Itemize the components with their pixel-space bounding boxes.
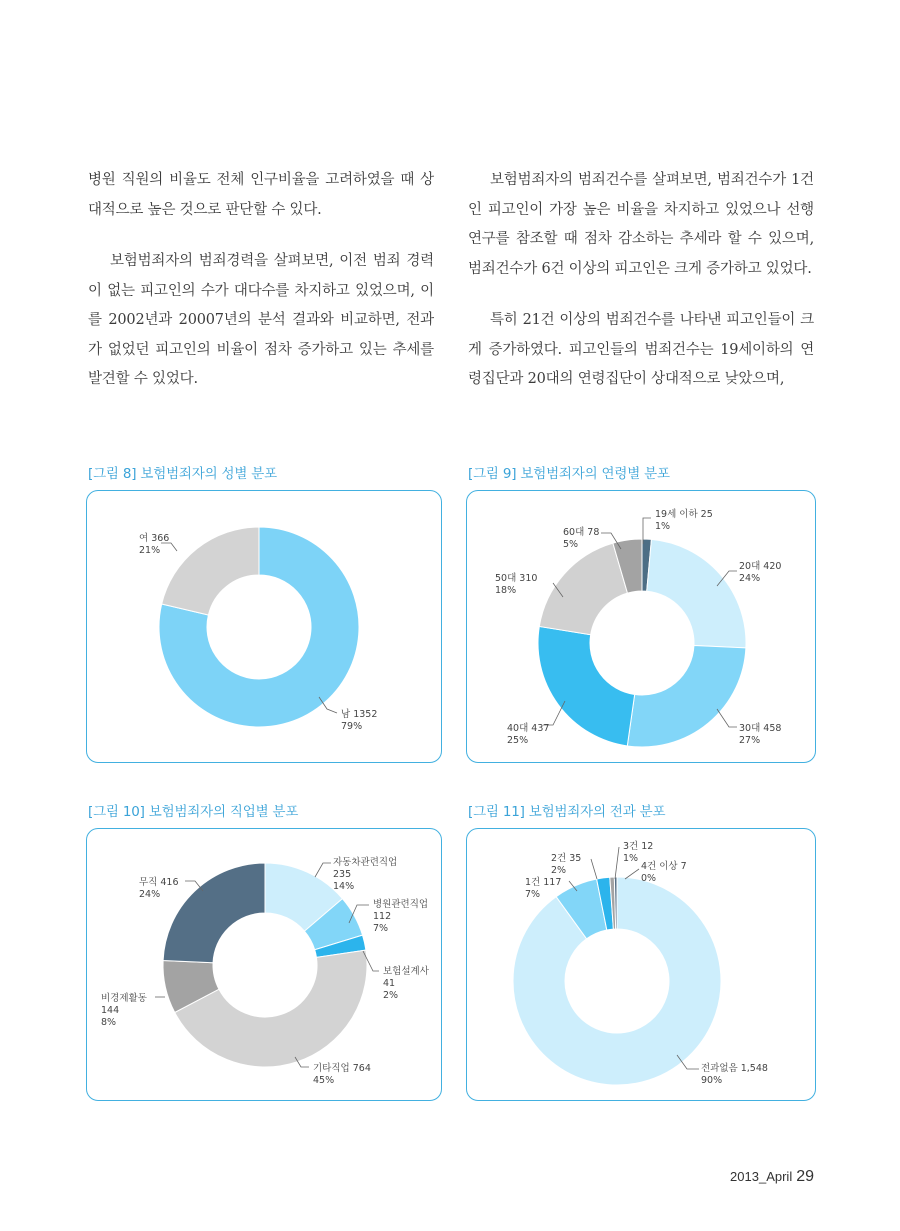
svg-text:24%: 24% [139,889,161,900]
svg-text:5%: 5% [563,539,579,550]
pct-male: 79% [341,721,363,732]
figure-9-panel [466,490,816,763]
svg-text:27%: 27% [739,735,761,746]
page-footer [730,1168,814,1186]
svg-text:3건 12: 3건 12 [623,841,654,852]
issue-label: 2013_April [730,1169,793,1184]
svg-text:4건 이상 7: 4건 이상 7 [641,861,687,872]
svg-text:45%: 45% [313,1075,335,1086]
svg-text:112: 112 [373,911,392,922]
figure-11-chart [467,829,817,1102]
figure-10-label-nonecon [101,992,165,1028]
svg-text:50대 310: 50대 310 [495,573,538,584]
figure-9-chart [467,491,817,764]
figure-9-label-40 [507,701,565,746]
svg-text:기타직업 764: 기타직업 764 [313,1063,371,1074]
svg-text:2건 35: 2건 35 [551,853,582,864]
pct-female: 21% [139,545,161,556]
svg-text:2%: 2% [383,990,399,1001]
figure-9-label-30 [717,709,781,746]
right-paragraph-2: 특히 21건 이상의 범죄건수를 나타낸 피고인들이 크게 증가하였다. 피고인들의 범죄건수는 19세이하의 연령집단과 20대의 연령집단이 상대적으로 낮았으며, [468,312,814,387]
svg-text:7%: 7% [525,889,541,900]
figure-8-panel [86,490,442,763]
svg-text:1%: 1% [655,521,671,532]
figure-10-label-hospital [349,898,428,934]
svg-text:보험설계사: 보험설계사 [383,966,429,977]
svg-text:30대 458: 30대 458 [739,723,782,734]
figure-11-panel [466,828,816,1101]
figure-8-chart [87,491,443,764]
svg-text:무직 416: 무직 416 [139,877,179,888]
svg-text:비경제활동: 비경제활동 [101,993,147,1004]
donut-slice-0-1 [162,527,259,615]
figure-11-title: [그림 11] 보험범죄자의 전과 분포 [468,804,666,820]
figure-8-label-female [139,532,177,556]
figure-11-label-2 [551,852,597,879]
label-male: 남 1352 [341,709,378,720]
right-paragraph-1: 보험범죄자의 범죄건수를 살펴보면, 범죄건수가 1건인 피고인이 가장 높은 비율을 차지하고 있었으나 선행연구를 참조할 때 점차 감소하는 추세라 할 수 있으며, 범죄건수가 6건 이상의 피고인은 크게 증가하고 있었다. [468,172,814,277]
figure-11-label-none [677,1055,768,1086]
svg-text:90%: 90% [701,1075,723,1086]
left-paragraph-1: 병원 직원의 비율도 전체 인구비율을 고려하였을 때 상대적으로 높은 것으로 판단할 수 있다. [88,172,434,218]
left-paragraph-2: 보험범죄자의 범죄경력을 살펴보면, 이전 범죄 경력이 없는 피고인의 수가 대다수를 차지하고 있었으며, 이를 2002년과 20007년의 분석 결과와 비교하면, 전과가 없었던 피고인의 비율이 점차 증가하고 있는 추세를 발견할 수 있었다. [88,253,434,387]
label-female: 여 366 [139,533,170,544]
donut-slice-1-4 [539,543,627,635]
figure-10-label-other [295,1057,371,1086]
svg-text:전과없음 1,548: 전과없음 1,548 [701,1063,768,1074]
svg-text:1%: 1% [623,853,639,864]
svg-text:24%: 24% [739,573,761,584]
figure-10-label-insurance [363,951,430,1001]
donut-slice-1-3 [538,626,635,746]
figure-9-title: [그림 9] 보험범죄자의 연령별 분포 [468,466,670,482]
donut-slice-1-1 [647,539,746,647]
svg-text:18%: 18% [495,585,517,596]
svg-text:19세 이하 25: 19세 이하 25 [655,509,713,520]
svg-text:40대 437: 40대 437 [507,723,550,734]
left-column [88,166,434,417]
svg-text:2%: 2% [551,865,567,876]
svg-text:0%: 0% [641,873,657,884]
svg-text:20대 420: 20대 420 [739,561,782,572]
svg-text:60대 78: 60대 78 [563,527,600,538]
svg-text:7%: 7% [373,923,389,934]
figure-8-title: [그림 8] 보험범죄자의 성별 분포 [88,466,277,482]
figure-8-label-male [319,697,377,732]
donut-slice-1-2 [627,645,746,747]
svg-text:1건 117: 1건 117 [525,877,562,888]
svg-text:14%: 14% [333,881,355,892]
figure-10-chart [87,829,443,1102]
svg-text:병원관련직업: 병원관련직업 [373,899,429,910]
figure-10-panel [86,828,442,1101]
svg-text:자동차관련직업: 자동차관련직업 [333,857,398,868]
svg-text:235: 235 [333,869,352,880]
svg-text:25%: 25% [507,735,529,746]
svg-text:41: 41 [383,978,396,989]
right-column [468,166,814,417]
figure-9-label-19 [643,508,713,544]
page-number: 29 [796,1168,814,1185]
svg-text:8%: 8% [101,1017,117,1028]
svg-text:144: 144 [101,1005,120,1016]
figure-10-title: [그림 10] 보험범죄자의 직업별 분포 [88,804,299,820]
